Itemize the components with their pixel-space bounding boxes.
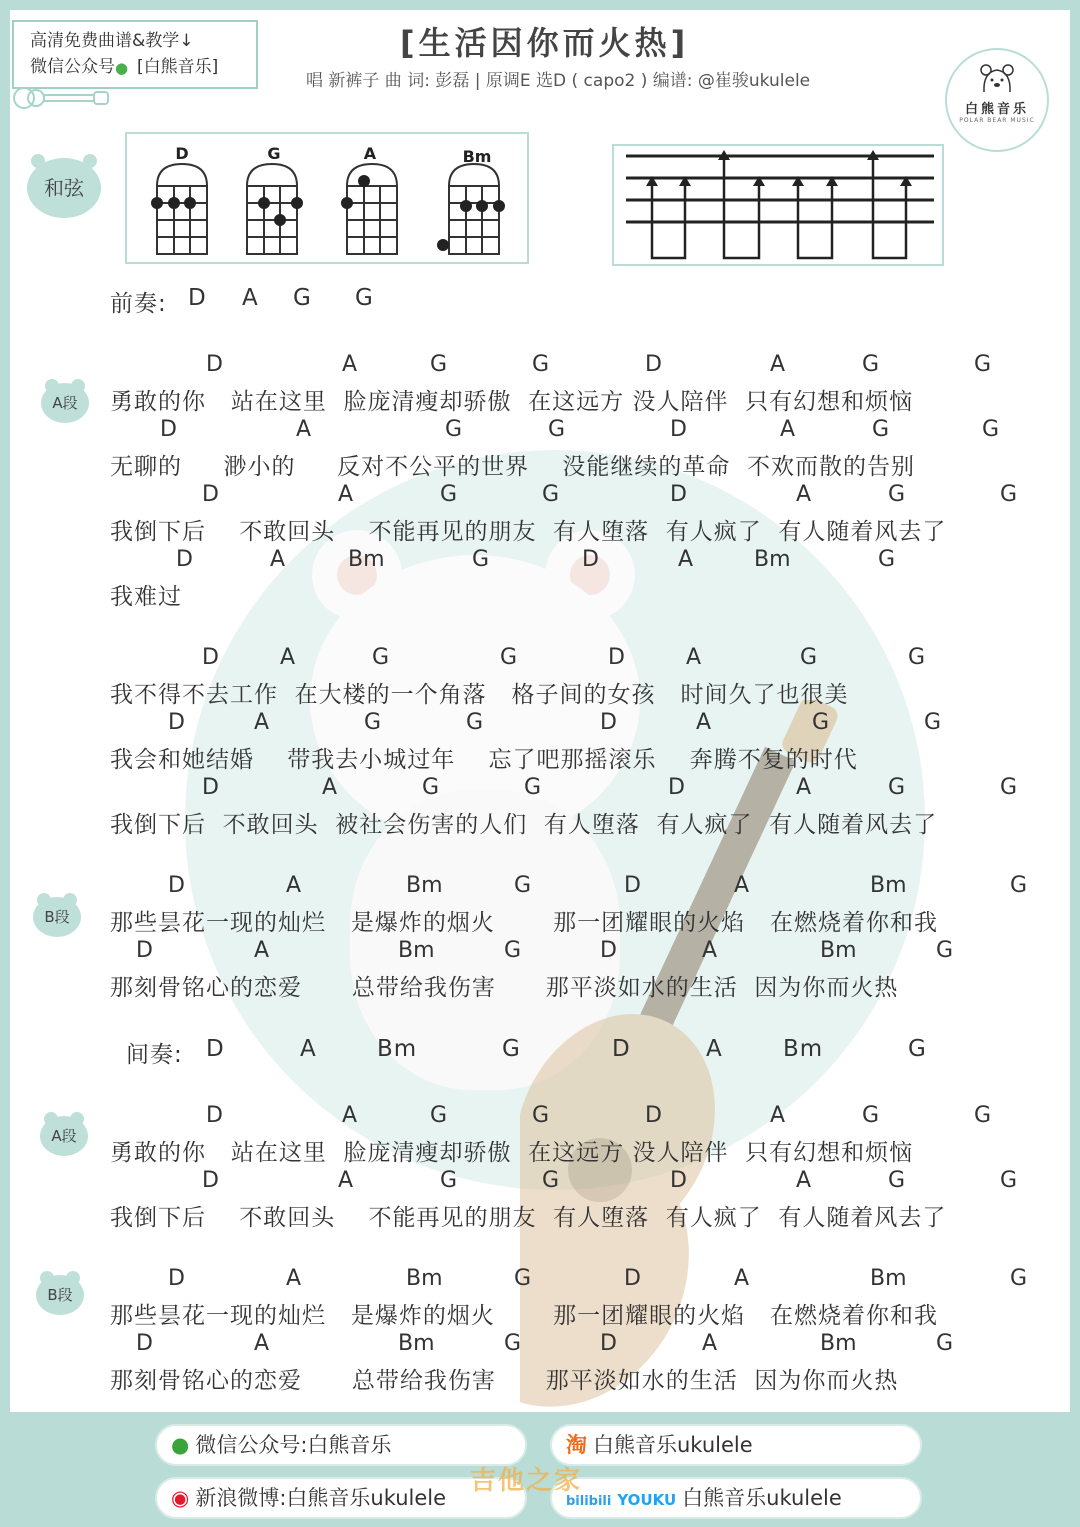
lyric-line: 无聊的 渺小的 反对不公平的世界 没能继续的革命 不欢而散的告别 xyxy=(110,454,915,480)
chord-label: D xyxy=(202,775,219,800)
chord-label: Bm xyxy=(820,1331,857,1356)
chord-label: A xyxy=(254,710,270,735)
chord-label: D xyxy=(670,1168,687,1193)
section-label-b: B段 xyxy=(33,897,81,937)
interlude-chord: Bm xyxy=(377,1036,418,1062)
promo-wechat-label: 微信公众号 xyxy=(30,57,115,77)
chord-label: G xyxy=(542,1168,560,1193)
promo-box xyxy=(12,20,258,89)
chord-label: G xyxy=(888,775,906,800)
chord-label: G xyxy=(878,547,896,572)
chord-label: A xyxy=(322,775,338,800)
lyric-line: 我倒下后 不敢回头 被社会伤害的人们 有人堕落 有人疯了 有人随着风去了 xyxy=(110,812,938,838)
lyric-line: 那些昙花一现的灿烂 是爆炸的烟火 那一团耀眼的火焰 在燃烧着你和我 xyxy=(110,910,939,936)
chord-label: A xyxy=(780,417,796,442)
chord-label: G xyxy=(514,873,532,898)
chord-label: G xyxy=(440,1168,458,1193)
section-label-chords: 和弦 xyxy=(27,158,101,218)
interlude-chord: D xyxy=(206,1036,225,1062)
chord-label: G xyxy=(800,645,818,670)
chord-label: D xyxy=(136,938,153,963)
chord-label: Bm xyxy=(754,547,791,572)
chord-label: G xyxy=(888,1168,906,1193)
lyric-line: 我倒下后 不敢回头 不能再见的朋友 有人堕落 有人疯了 有人随着风去了 xyxy=(110,519,947,545)
chord-label: A xyxy=(686,645,702,670)
chord-label: G xyxy=(974,352,992,377)
chord-label: G xyxy=(974,1103,992,1128)
chord-name-d: D xyxy=(175,144,189,163)
lyric-line: 勇敢的你 站在这里 脸庞清瘦却骄傲 在这远方 没人陪伴 只有幻想和烦恼 xyxy=(110,389,914,415)
chord-label: D xyxy=(168,1266,185,1291)
chord-label: Bm xyxy=(406,873,443,898)
chord-label: D xyxy=(202,645,219,670)
interlude-chord: A xyxy=(706,1036,723,1062)
footer-taobao-text: 白熊音乐ukulele xyxy=(593,1433,753,1457)
logo-sub: POLAR BEAR MUSIC xyxy=(959,117,1035,124)
lyric-line: 我难过 xyxy=(110,584,182,610)
lyric-line: 那些昙花一现的灿烂 是爆炸的烟火 那一团耀眼的火焰 在燃烧着你和我 xyxy=(110,1303,939,1329)
lyric-line: 我不得不去工作 在大楼的一个角落 格子间的女孩 时间久了也很美 xyxy=(110,682,849,708)
chord-diagram-panel xyxy=(125,132,529,264)
logo-name: 白熊音乐 xyxy=(964,102,1029,117)
chord-label: G xyxy=(430,1103,448,1128)
chord-label: G xyxy=(1010,1266,1028,1291)
chord-label: G xyxy=(422,775,440,800)
lyric-line: 那刻骨铭心的恋爱 总带给我伤害 那平淡如水的生活 因为你而火热 xyxy=(110,1368,899,1394)
chord-label: A xyxy=(280,645,296,670)
interlude-chord: G xyxy=(908,1036,927,1062)
wechat-icon: ● xyxy=(115,59,129,77)
chord-label: D xyxy=(160,417,177,442)
chord-label: D xyxy=(645,352,662,377)
lyric-line: 勇敢的你 站在这里 脸庞清瘦却骄傲 在这远方 没人陪伴 只有幻想和烦恼 xyxy=(110,1140,914,1166)
chord-label: G xyxy=(430,352,448,377)
chord-label: Bm xyxy=(398,938,435,963)
footer-taobao[interactable] xyxy=(550,1424,922,1466)
lyric-line: 那刻骨铭心的恋爱 总带给我伤害 那平淡如水的生活 因为你而火热 xyxy=(110,975,899,1001)
chord-label: D xyxy=(168,710,185,735)
song-title: [生活因你而火热] xyxy=(400,24,690,62)
strum-pattern xyxy=(614,146,942,264)
intro-chord: D xyxy=(188,285,207,311)
chord-label: G xyxy=(982,417,1000,442)
youku-icon: YOUKU xyxy=(617,1491,677,1509)
chord-label: Bm xyxy=(406,1266,443,1291)
weibo-icon: ◉ xyxy=(171,1486,190,1510)
chord-label: G xyxy=(504,938,522,963)
chord-label: G xyxy=(532,1103,550,1128)
chord-label: A xyxy=(734,1266,750,1291)
chord-label: G xyxy=(924,710,942,735)
chord-label: D xyxy=(624,873,641,898)
chord-label: A xyxy=(254,938,270,963)
section-label-b: B段 xyxy=(36,1275,84,1315)
chord-label: D xyxy=(600,710,617,735)
chord-label: A xyxy=(270,547,286,572)
chord-label: D xyxy=(600,1331,617,1356)
lyric-line: 我倒下后 不敢回头 不能再见的朋友 有人堕落 有人疯了 有人随着风去了 xyxy=(110,1205,947,1231)
chord-label: G xyxy=(1000,482,1018,507)
chord-label: D xyxy=(624,1266,641,1291)
chord-label: G xyxy=(372,645,390,670)
chord-label: G xyxy=(862,352,880,377)
chord-label: A xyxy=(342,352,358,377)
chord-label: D xyxy=(168,873,185,898)
chord-label: Bm xyxy=(870,1266,907,1291)
section-label-a: A段 xyxy=(41,383,89,423)
promo-brand: [白熊音乐] xyxy=(137,57,219,77)
chord-label: G xyxy=(862,1103,880,1128)
chord-label: G xyxy=(542,482,560,507)
chord-label: A xyxy=(796,1168,812,1193)
chord-label: G xyxy=(466,710,484,735)
strum-pattern-panel xyxy=(612,144,944,266)
section-label-a: A段 xyxy=(40,1116,88,1156)
bilibili-icon: bilibili xyxy=(566,1494,612,1509)
chord-label: D xyxy=(670,417,687,442)
chord-label: A xyxy=(796,482,812,507)
lyric-line: 我会和她结婚 带我去小城过年 忘了吧那摇滚乐 奔腾不复的时代 xyxy=(110,747,858,773)
chord-label: A xyxy=(702,1331,718,1356)
chord-label: G xyxy=(936,1331,954,1356)
chord-label: D xyxy=(600,938,617,963)
chord-name-g: G xyxy=(267,144,281,163)
chord-label: A xyxy=(296,417,312,442)
chord-label: G xyxy=(872,417,890,442)
song-credits: 唱 新裤子 曲 词: 彭磊 | 原调E 选D ( capo2 ) 编谱: @崔骏ukulele xyxy=(306,71,811,91)
chord-label: D xyxy=(136,1331,153,1356)
chord-label: A xyxy=(338,1168,354,1193)
site-watermark: 吉他之家 xyxy=(470,1466,583,1496)
chord-label: G xyxy=(364,710,382,735)
chord-label: G xyxy=(445,417,463,442)
footer-video[interactable] xyxy=(550,1477,922,1519)
footer-weibo-text: 新浪微博:白熊音乐ukulele xyxy=(195,1486,447,1510)
footer-video-text: 白熊音乐ukulele xyxy=(682,1486,842,1510)
chord-label: D xyxy=(645,1103,662,1128)
chord-label: G xyxy=(440,482,458,507)
chord-label: D xyxy=(668,775,685,800)
chord-label: D xyxy=(202,482,219,507)
chord-label: D xyxy=(206,352,223,377)
chord-diagrams xyxy=(127,134,527,262)
chord-label: G xyxy=(1010,873,1028,898)
chord-label: A xyxy=(254,1331,270,1356)
chord-label: G xyxy=(1000,1168,1018,1193)
intro-chord: G xyxy=(355,285,374,311)
chord-label: A xyxy=(734,873,750,898)
chord-label: G xyxy=(472,547,490,572)
chord-name-bm: Bm xyxy=(462,147,492,166)
intro-label: 前奏: xyxy=(110,291,167,317)
chord-label: A xyxy=(342,1103,358,1128)
chord-label: G xyxy=(514,1266,532,1291)
chord-label: Bm xyxy=(820,938,857,963)
chord-label: D xyxy=(206,1103,223,1128)
chord-label: A xyxy=(286,1266,302,1291)
chord-label: A xyxy=(796,775,812,800)
chord-label: D xyxy=(176,547,193,572)
chord-label: A xyxy=(702,938,718,963)
chord-label: D xyxy=(670,482,687,507)
chord-label: G xyxy=(500,645,518,670)
chord-label: G xyxy=(908,645,926,670)
interlude-chord: G xyxy=(502,1036,521,1062)
chord-label: G xyxy=(504,1331,522,1356)
chord-label: G xyxy=(524,775,542,800)
intro-chord: A xyxy=(242,285,259,311)
chord-d-frame xyxy=(157,164,207,186)
brand-logo xyxy=(945,48,1049,152)
chord-label: G xyxy=(812,710,830,735)
chord-label: Bm xyxy=(870,873,907,898)
chord-label: A xyxy=(770,1103,786,1128)
ukulele-icon xyxy=(12,86,112,110)
chord-label: Bm xyxy=(398,1331,435,1356)
footer-wechat-text: 微信公众号:白熊音乐 xyxy=(195,1433,392,1457)
chord-label: D xyxy=(202,1168,219,1193)
chord-label: G xyxy=(888,482,906,507)
chord-label: G xyxy=(936,938,954,963)
interlude-chord: A xyxy=(300,1036,317,1062)
interlude-label: 间奏: xyxy=(126,1042,183,1068)
interlude-chord: Bm xyxy=(783,1036,824,1062)
intro-chord: G xyxy=(293,285,312,311)
chord-label: D xyxy=(582,547,599,572)
chord-label: G xyxy=(1000,775,1018,800)
chord-label: A xyxy=(678,547,694,572)
taobao-icon: 淘 xyxy=(566,1433,587,1457)
wechat-icon: ● xyxy=(171,1433,190,1457)
promo-line-1: 高清免费曲谱&教学↓ xyxy=(30,31,194,51)
interlude-chord: D xyxy=(612,1036,631,1062)
promo-line-2 xyxy=(30,54,256,80)
chord-name-a: A xyxy=(363,144,377,163)
chord-label: A xyxy=(770,352,786,377)
chord-label: D xyxy=(608,645,625,670)
chord-label: G xyxy=(532,352,550,377)
chord-label: G xyxy=(548,417,566,442)
chord-label: Bm xyxy=(348,547,385,572)
chord-label: A xyxy=(338,482,354,507)
chord-label: A xyxy=(286,873,302,898)
chord-label: A xyxy=(696,710,712,735)
polar-bear-icon xyxy=(979,62,1015,96)
